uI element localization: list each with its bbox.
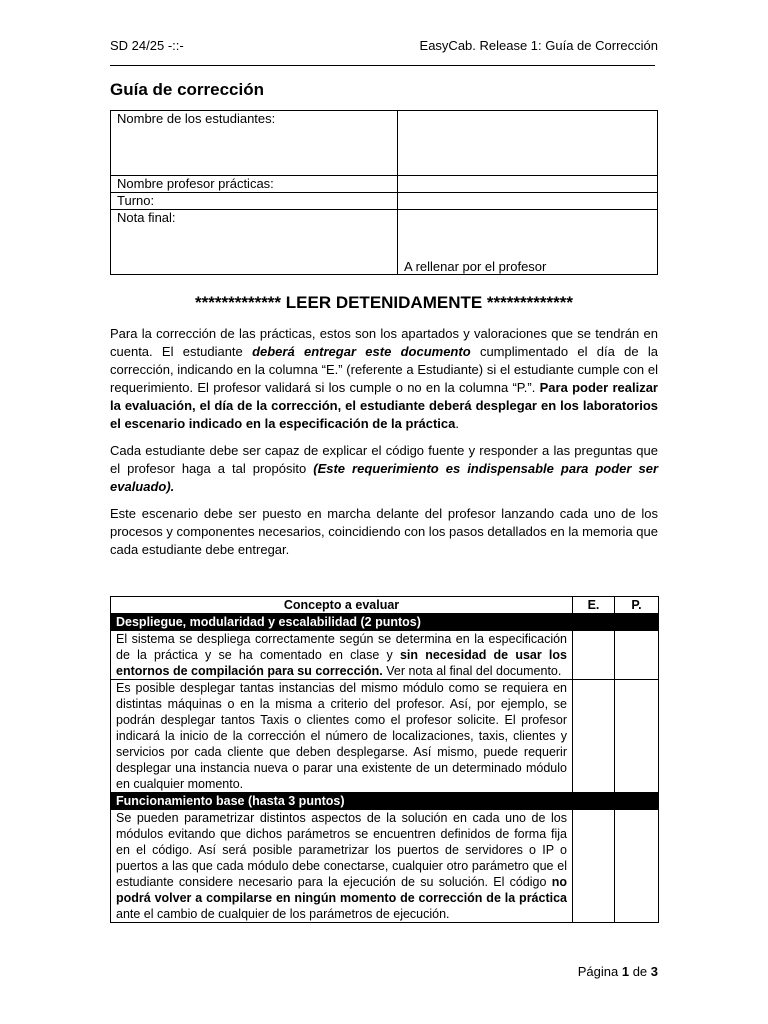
nota-value: A rellenar por el profesor (398, 210, 658, 275)
section-funcionamiento-p (615, 793, 659, 810)
section-funcionamiento (111, 793, 659, 810)
e-checkbox-cell[interactable] (573, 631, 615, 680)
paragraph-1 (110, 325, 658, 433)
e-header: E. (573, 597, 615, 614)
row1-text-a: El sistema se despliega correctamente según se determina en la especificación de la práctica y se ha comentado en clase y (116, 632, 567, 662)
row1-bold: sin necesidad de usar los entornos de compilación para su corrección. (116, 648, 567, 678)
p-header: P. (615, 597, 659, 614)
page-header (110, 38, 658, 54)
leer-heading: ************* LEER DETENIDAMENTE ************* (195, 293, 573, 312)
header-left: SD 24/25 -::- (110, 38, 184, 53)
footer-total-pages: 3 (650, 964, 658, 979)
e-checkbox-cell[interactable] (573, 680, 615, 793)
p1-text-a: Para la corrección de las prácticas, estos son los apartados y valoraciones que se tendrán en cuenta. El estudiante (110, 326, 658, 359)
turno-row (111, 193, 658, 210)
section-funcionamiento-e (573, 793, 615, 810)
page-title: Guía de corrección (110, 80, 264, 99)
turno-value (398, 193, 658, 210)
footer-current-page: 1 (621, 964, 630, 979)
row3-bold: no podrá volver a compilarse en ningún momento de corrección de la práctica (116, 875, 567, 905)
table-row (111, 631, 659, 680)
table-row (111, 680, 659, 793)
p-checkbox-cell[interactable] (615, 680, 659, 793)
section-despliegue-label: Despliegue, modularidad y escalabilidad (2 puntos) (111, 614, 573, 631)
nota-row (111, 210, 658, 275)
evaluation-table (110, 596, 659, 923)
p-checkbox-cell[interactable] (615, 810, 659, 923)
p1-text-c: cumplimentado el día de la corrección, indicando en la columna “E.” (referente a Estudiante) si el estudiante cumple con el requerimiento. El profesor validará si los cumple o no en la columna “P.”. (110, 344, 659, 395)
students-label: Nombre de los estudiantes: (111, 111, 398, 176)
professor-row (111, 176, 658, 193)
footer-middle: de (629, 964, 651, 979)
row3-text-a: Se pueden parametrizar distintos aspectos de la solución en cada uno de los módulos evitando que dichos parámetros se encuentren definidos de forma fija en el código. Así será posible parametrizar los puertos de servidores o IP o puertos a las que cada módulo debe conectarse, cualquier otro parámetro que el estudiante considere necesario para la ejecución de su solución. El código (116, 811, 567, 889)
header-rule (110, 65, 655, 66)
concept-header: Concepto a evaluar (111, 597, 573, 614)
header-right: EasyCab. Release 1: Guía de Corrección (419, 38, 658, 53)
students-value (398, 111, 658, 176)
eval-header-row (111, 597, 659, 614)
criterion-parametrizar (111, 810, 573, 923)
section-despliegue-e (573, 614, 615, 631)
p-checkbox-cell[interactable] (615, 631, 659, 680)
e-checkbox-cell[interactable] (573, 810, 615, 923)
professor-value (398, 176, 658, 193)
section-despliegue-p (615, 614, 659, 631)
p1-emphasis: deberá entregar este documento (252, 344, 471, 359)
footer-prefix: Página (577, 964, 622, 979)
turno-label: Turno: (111, 193, 398, 210)
page-footer (110, 964, 658, 979)
section-funcionamiento-label: Funcionamiento base (hasta 3 puntos) (111, 793, 573, 810)
p2-emphasis: (Este requerimiento es indispensable para poder ser evaluado). (110, 461, 659, 494)
section-despliegue (111, 614, 659, 631)
info-table (110, 110, 658, 275)
criterion-despliegue (111, 631, 573, 680)
criterion-instancias: Es posible desplegar tantas instancias del mismo módulo como se requiera en distintas máquinas o en la misma a criterio del profesor. Así, por ejemplo, se podrán desplegar tantos Taxis o clientes como el profesor solicite. El profesor indicará la inicio de la corrección el número de localizaciones, taxis, clientes y servicios por cada cliente que deben desplegarse. Así mismo, puede requerir desplegar una instancia nueva o parar una existente de un determinado módulo en cualquier momento. (111, 680, 573, 793)
students-row (111, 111, 658, 176)
paragraph-3: Este escenario debe ser puesto en marcha delante del profesor lanzando cada uno de los procesos y componentes necesarios, coincidiendo con los pasos detallados en la memoria que cada estudiante debe entregar. (110, 506, 658, 557)
table-row (111, 810, 659, 923)
paragraph-2 (110, 442, 658, 496)
p1-text-e: . (455, 416, 459, 431)
row1-text-c: Ver nota al final del documento. (382, 664, 562, 678)
p1-bold: Para poder realizar la evaluación, el día de la corrección, el estudiante deberá desplegar en los laboratorios el escenario indicado en la especificación de la práctica (110, 380, 658, 431)
p2-text-a: Cada estudiante debe ser capaz de explicar el código fuente y responder a las preguntas que el profesor haga a tal propósito (110, 443, 658, 476)
professor-label: Nombre profesor prácticas: (111, 176, 398, 193)
row3-text-c: ante el cambio de cualquier de los parámetros de ejecución. (116, 907, 450, 921)
document-page (110, 38, 658, 923)
nota-label: Nota final: (111, 210, 398, 275)
